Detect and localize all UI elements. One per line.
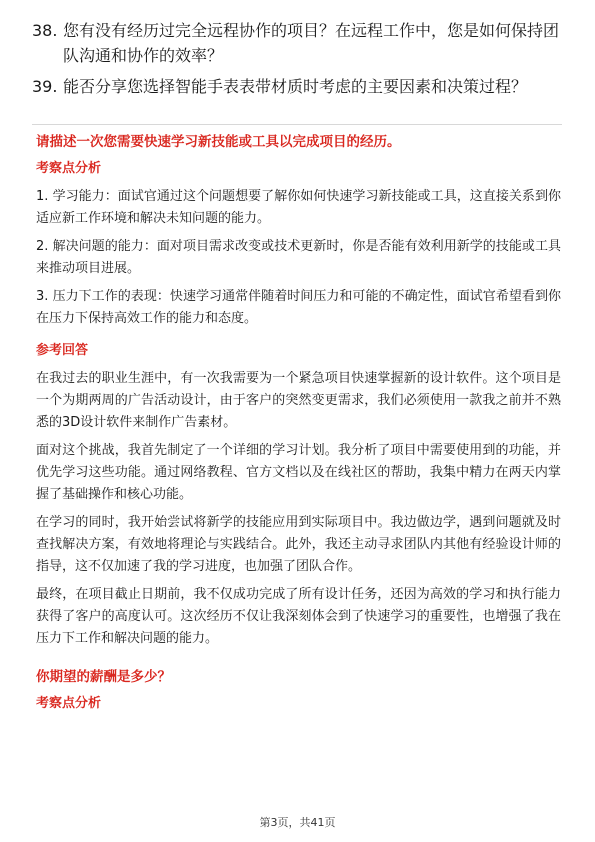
answer-paragraph: 在我过去的职业生涯中，有一次我需要为一个紧急项目快速掌握新的设计软件。这个项目是一个为期两周的广告活动设计，由于客户的突然变更需求，我们必须使用一款我之前并不熟悉的3D设计软件来制作广告素材。 [36, 371, 561, 430]
answer-paragraph: 在学习的同时，我开始尝试将新学的技能应用到实际项目中。我边做边学，遇到问题就及时查找解决方案，有效地将理论与实践结合。此外，我还主动寻求团队内其他有经验设计师的指导，这不仅加速了我的学习进度，也加强了团队合作。 [36, 515, 561, 574]
question-text: 能否分享您选择智能手表表带材质时考虑的主要因素和决策过程？ [63, 77, 528, 96]
question-number: 38. [32, 21, 58, 40]
section-question: 你期望的薪酬是多少？ [36, 669, 171, 685]
question-text: 您有没有经历过完全远程协作的项目？在远程工作中，您是如何保持团队沟通和协作的效率？ [63, 21, 560, 65]
answer-paragraph: 面对这个挑战，我首先制定了一个详细的学习计划。我分析了项目中需要使用到的功能，并优先学习这些功能。通过网络教程、官方文档以及在线社区的帮助，我集中精力在两天内掌握了基础操作和核心功能。 [36, 443, 561, 502]
answer-heading: 参考回答 [36, 343, 89, 358]
analysis-item: 1. 学习能力：面试官通过这个问题想要了解你如何快速学习新技能或工具，这直接关系到你适应新工作环境和解决未知问题的能力。 [36, 189, 561, 226]
section-divider [32, 124, 562, 125]
question-number: 39. [32, 77, 58, 96]
page-footer: 第3页，共41页 [259, 816, 336, 829]
question-item-39 [32, 74, 562, 99]
analysis-item: 3. 压力下工作的表现：快速学习通常伴随着时间压力和可能的不确定性，面试官希望看到你在压力下保持高效工作的能力和态度。 [36, 289, 561, 326]
section-question: 请描述一次您需要快速学习新技能或工具以完成项目的经历。 [36, 134, 401, 150]
question-list [32, 18, 562, 105]
qa-content [36, 131, 561, 721]
analysis-item: 2. 解决问题的能力：面对项目需求改变或技术更新时，你是否能有效利用新学的技能或工具来推动项目进展。 [36, 239, 561, 276]
analysis-heading: 考察点分析 [36, 696, 102, 711]
analysis-heading: 考察点分析 [36, 161, 102, 176]
answer-paragraph: 最终，在项目截止日期前，我不仅成功完成了所有设计任务，还因为高效的学习和执行能力获得了客户的高度认可。这次经历不仅让我深刻体会到了快速学习的重要性，也增强了我在压力下工作和解决问题的能力。 [36, 587, 561, 646]
question-item-38 [32, 18, 562, 68]
